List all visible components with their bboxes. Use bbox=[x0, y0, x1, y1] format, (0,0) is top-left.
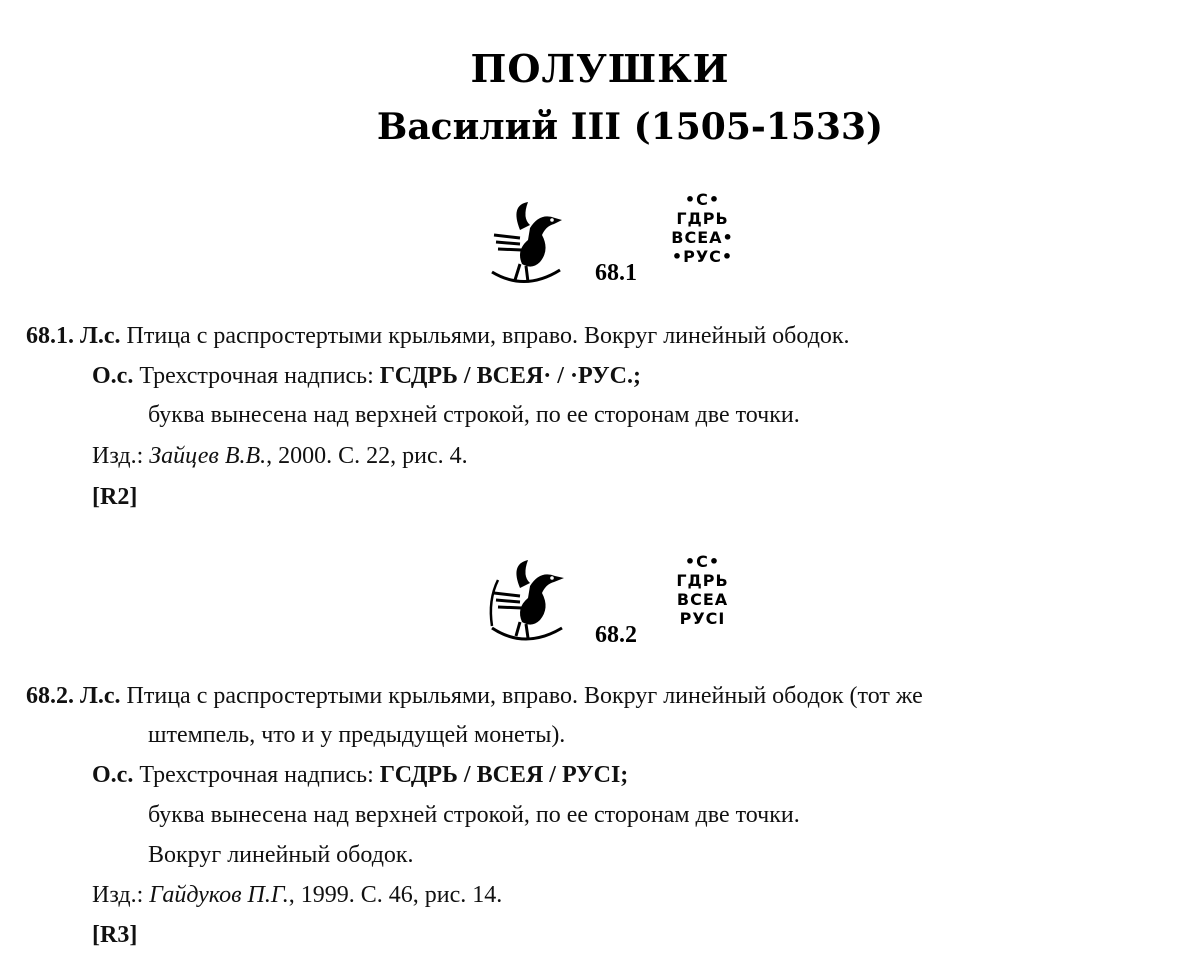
glyph-line: •С• bbox=[684, 552, 721, 571]
entry-number: 68.2. bbox=[26, 683, 74, 709]
reverse-note: Вокруг линейный ободок. bbox=[148, 842, 414, 868]
obverse-line bbox=[26, 321, 850, 351]
glyph-line: •РУС• bbox=[671, 247, 734, 266]
publication-author: Гайдуков П.Г. bbox=[149, 882, 289, 908]
reverse-intro: Трехстрочная надпись: bbox=[139, 762, 374, 788]
reverse-line bbox=[92, 361, 641, 391]
glyph-line: РУСІ bbox=[679, 609, 726, 628]
publication-line bbox=[92, 880, 502, 910]
reverse-legend-drawing bbox=[655, 190, 750, 266]
reverse-note: буква вынесена над верхней строкой, по ее сторонам две точки. bbox=[148, 802, 800, 828]
publication-author: Зайцев В.В. bbox=[149, 443, 267, 469]
bird-obverse-drawing bbox=[480, 190, 580, 290]
obverse-line-continued: штемпель, что и у предыдущей монеты). bbox=[148, 722, 566, 748]
glyph-line: ГДРЬ bbox=[676, 571, 729, 590]
reverse-note: буква вынесена над верхней строкой, по ее сторонам две точки. bbox=[148, 402, 800, 428]
publication-reference: , 1999. С. 46, рис. 14. bbox=[288, 882, 503, 908]
reverse-legend-drawing bbox=[655, 552, 750, 628]
publication-reference: , 2000. С. 22, рис. 4. bbox=[266, 443, 468, 469]
coin-illustration-68-1 bbox=[480, 190, 780, 300]
glyph-line: ВСЕА• bbox=[671, 228, 734, 247]
reverse-legend: ГСДРЬ / ВСЕЯ / РУСІ; bbox=[379, 762, 629, 788]
rarity-badge: [R2] bbox=[92, 484, 138, 510]
coin-illustration-68-2 bbox=[480, 550, 780, 660]
publication-line bbox=[92, 441, 468, 471]
rarity-badge: [R3] bbox=[92, 922, 138, 948]
coin-figure-label: 68.1 bbox=[595, 260, 637, 286]
publication-prefix: Изд.: bbox=[92, 882, 144, 908]
coin-figure-label: 68.2 bbox=[595, 622, 637, 648]
obverse-abbr: Л.с. bbox=[80, 323, 121, 349]
reverse-line bbox=[92, 760, 628, 790]
page-subtitle: Василий III (1505-1533) bbox=[376, 106, 884, 148]
reverse-legend: ГСДРЬ / ВСЕЯ· / ·РУС.; bbox=[379, 363, 641, 389]
entry-number: 68.1. bbox=[26, 323, 74, 349]
reverse-abbr: О.с. bbox=[92, 762, 134, 788]
glyph-line: ГДРЬ bbox=[676, 209, 729, 228]
obverse-line bbox=[26, 681, 923, 711]
reverse-intro: Трехстрочная надпись: bbox=[139, 363, 374, 389]
obverse-description: Птица с распростертыми крыльями, вправо. Вокруг линейный ободок. bbox=[126, 323, 850, 349]
page-title: ПОЛУШКИ bbox=[470, 46, 730, 91]
glyph-line: ВСЕА bbox=[676, 590, 729, 609]
publication-prefix: Изд.: bbox=[92, 443, 144, 469]
obverse-description: Птица с распростертыми крыльями, вправо. Вокруг линейный ободок (тот же bbox=[126, 683, 923, 709]
bird-obverse-drawing bbox=[480, 550, 580, 650]
obverse-abbr: Л.с. bbox=[80, 683, 121, 709]
reverse-abbr: О.с. bbox=[92, 363, 134, 389]
glyph-line: •С• bbox=[684, 190, 721, 209]
